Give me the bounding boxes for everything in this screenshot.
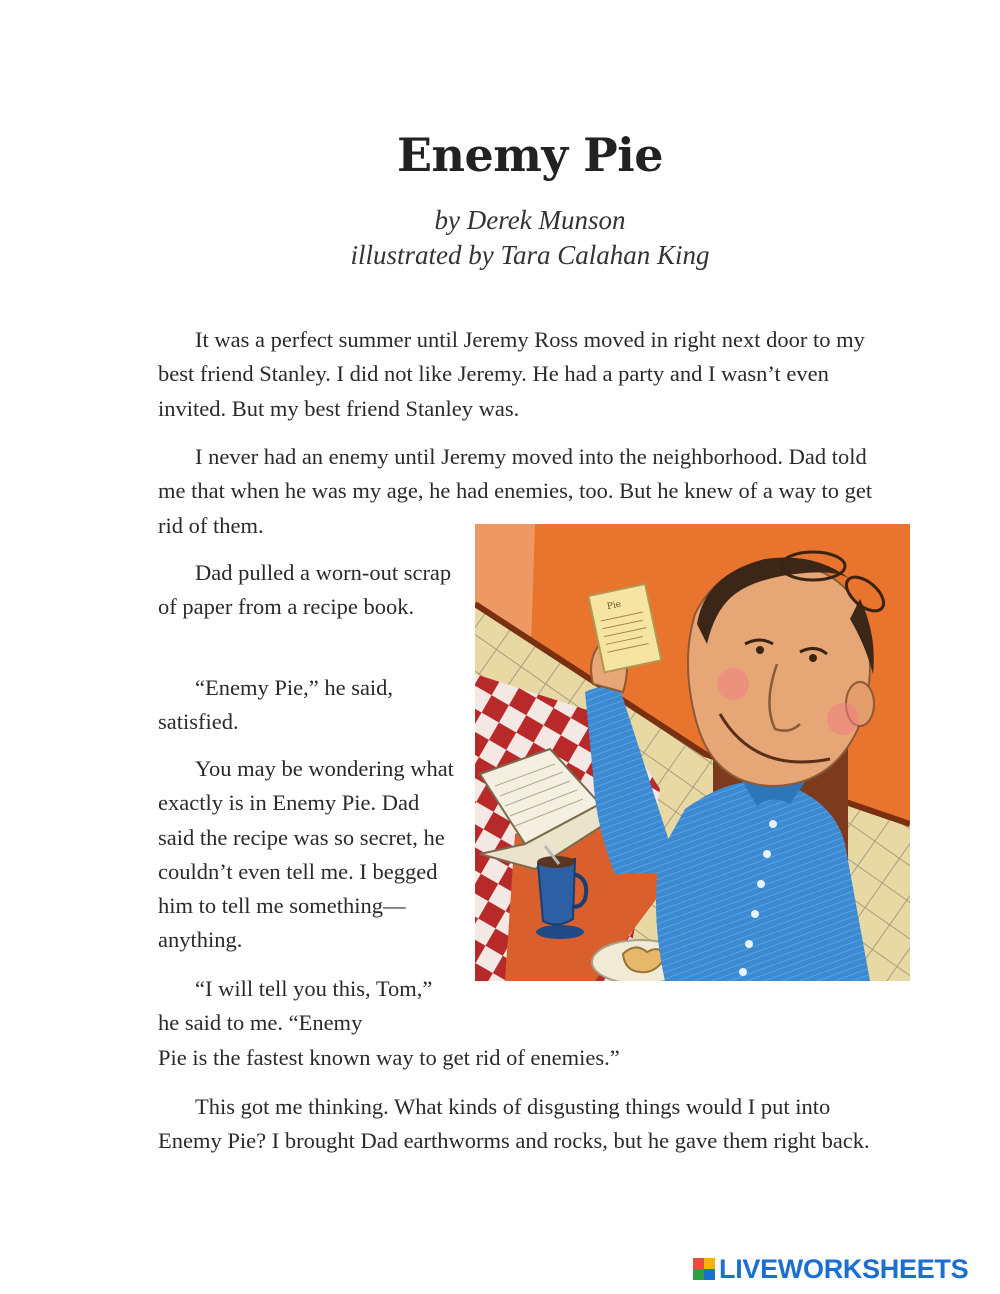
- author-line: by Derek Munson: [434, 205, 626, 235]
- logo-mark-icon: [693, 1258, 715, 1280]
- liveworksheets-logo: [693, 1254, 968, 1284]
- paragraph-5: You may be wondering what exactly is in Enemy Pie. Dad said the recipe was so secret, he couldn’t even tell me. I begged him to tell me something—anything.: [158, 756, 454, 953]
- svg-text:Pie: Pie: [606, 599, 623, 613]
- paragraph-6-cont: Pie is the fastest known way to get rid of enemies.”: [158, 1045, 620, 1070]
- paragraph-3: Dad pulled a worn-out scrap of paper from a recipe book.: [158, 560, 452, 620]
- paragraph-1: It was a perfect summer until Jeremy Ross moved in right next door to my best friend Stanley. I did not like Jeremy. He had a party and I wasn’t even invited. But my best friend Stanley was.: [158, 327, 865, 421]
- paragraph-7: This got me thinking. What kinds of disgusting things would I put into Enemy Pie? I brought Dad earthworms and rocks, but he gave them right back.: [158, 1094, 870, 1154]
- story-title: Enemy Pie: [396, 128, 664, 182]
- logo-text: LIVEWORKSHEETS: [719, 1253, 969, 1284]
- illustrator-line: illustrated by Tara Calahan King: [350, 240, 710, 270]
- paragraph-6: “I will tell you this, Tom,” he said to me. “Enemy: [158, 976, 433, 1036]
- paragraph-2: I never had an enemy until Jeremy moved into the neighborhood. Dad told me that when he was my age, he had enemies, too. But he knew of a way to get rid of them.: [158, 444, 873, 538]
- mug: [538, 859, 575, 925]
- paragraph-4: “Enemy Pie,” he said, satisfied.: [158, 675, 394, 735]
- illustration-dad-with-recipe: [475, 524, 910, 981]
